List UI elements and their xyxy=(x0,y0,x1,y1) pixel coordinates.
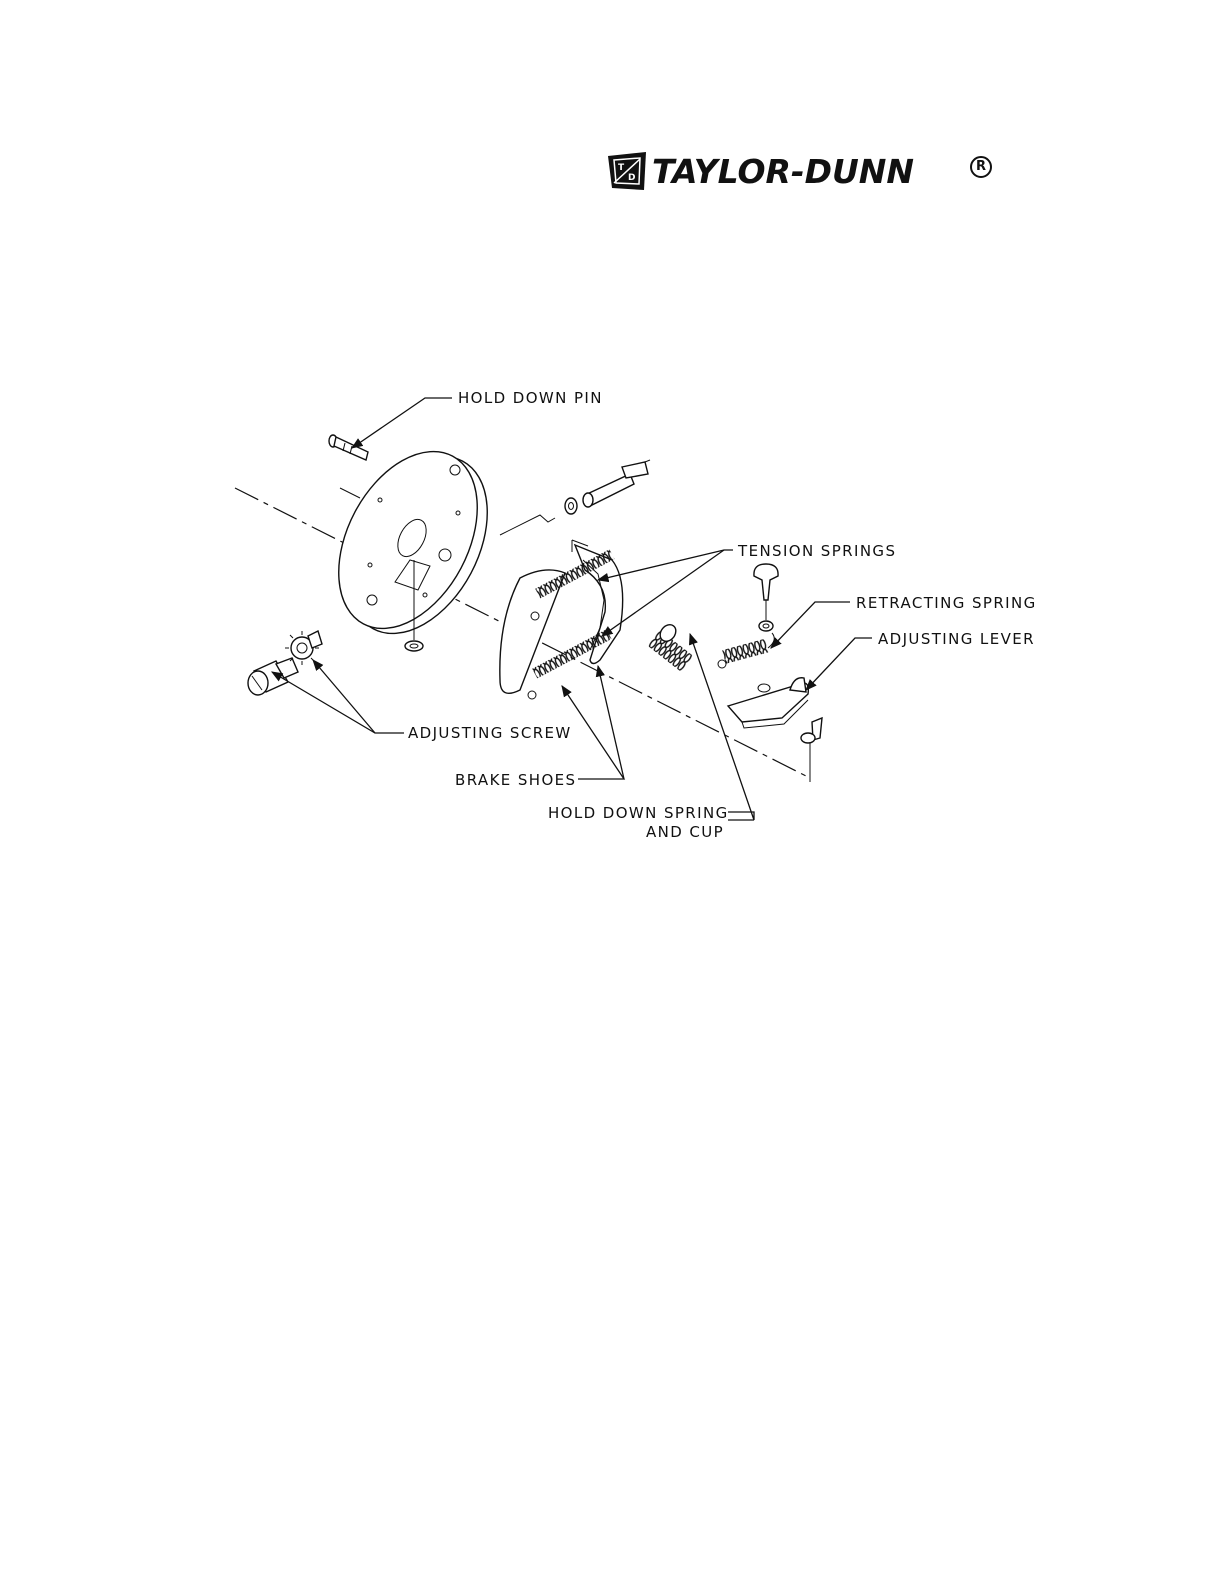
cup-pin xyxy=(754,564,778,631)
label-retracting-spring: RETRACTING SPRING xyxy=(856,594,1037,612)
label-hold-down-spring-line2: AND CUP xyxy=(646,823,725,841)
label-hold-down-spring-line1: HOLD DOWN SPRING xyxy=(548,804,729,822)
label-brake-shoes: BRAKE SHOES xyxy=(455,771,577,789)
adjusting-lever xyxy=(728,678,808,728)
hold-down-pin xyxy=(329,435,368,460)
axle-bushing xyxy=(500,460,650,535)
label-adjusting-screw: ADJUSTING SCREW xyxy=(408,724,572,742)
label-hold-down-pin: HOLD DOWN PIN xyxy=(458,389,603,407)
adjuster-clip xyxy=(801,718,822,743)
label-adjusting-lever: ADJUSTING LEVER xyxy=(878,630,1035,648)
label-tension-springs: TENSION SPRINGS xyxy=(738,542,897,560)
svg-text:D: D xyxy=(628,173,636,183)
hold-down-spring-and-cup xyxy=(648,622,693,672)
adjusting-screw xyxy=(248,631,322,695)
retracting-spring xyxy=(718,633,774,668)
backing-plate xyxy=(310,428,515,657)
registered-mark-icon: R xyxy=(970,156,992,178)
svg-text:T: T xyxy=(618,163,625,173)
logo-wordmark: TAYLOR-DUNN xyxy=(652,152,915,191)
